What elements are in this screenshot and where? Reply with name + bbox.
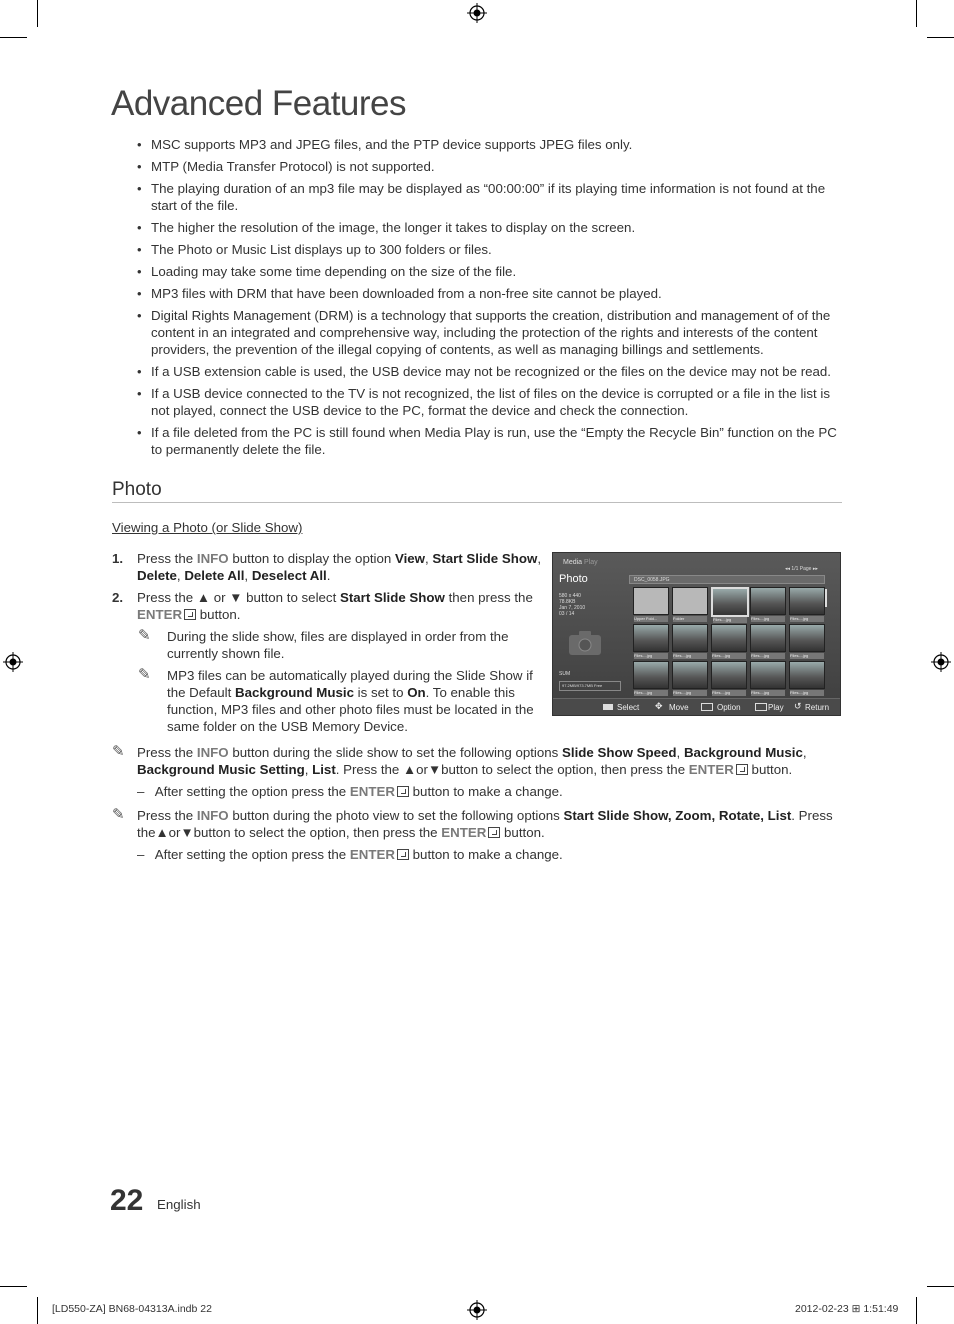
list-item: • MSC supports MP3 and JPEG files, and the PTP device supports JPEG files only. — [135, 136, 845, 153]
page-number: 22 — [110, 1184, 144, 1217]
list-item: • The Photo or Music List displays up to 300 folders or files. — [135, 241, 845, 258]
tv-screen-illustration — [552, 552, 841, 716]
bullet-list — [135, 136, 845, 463]
term-delete-all: Delete All — [184, 568, 245, 583]
list-item: • Digital Rights Management (DRM) is a technology that supports the creation, distribution and management of of the content in an integrated and comprehensive way, including the protection of the rights and interests of the content providers, the prevention of the illegal copying of contents, as well as managing billings and settlements. — [135, 307, 845, 358]
list-item: • Loading may take some time depending on the size of the file. — [135, 263, 845, 280]
text-run: button to make a change. — [408, 784, 563, 799]
text-run: . Press the ▲or▼button to select the option, then press the — [335, 762, 689, 777]
term-info: INFO — [196, 808, 229, 823]
text-run: button during the slide show to set the following options — [228, 745, 563, 760]
text-run: Press the — [137, 551, 197, 566]
text-run: MP3 files can be automatically played during the Slide Show if the Default — [167, 668, 533, 700]
enter-icon — [397, 786, 409, 797]
step-1-text: Press the INFO button to display the option View, Start Slide Show, Delete, Delete All, Deselect All. — [137, 551, 542, 583]
usb-device-name: SUM — [559, 671, 571, 677]
term-list: List — [312, 762, 336, 777]
tv-button-label: Option — [717, 703, 741, 712]
list-item: • MP3 files with DRM that have been downloaded from a non-free site cannot be played. — [135, 285, 845, 302]
media-play-logo: Media Play — [563, 559, 598, 566]
term-info: INFO — [196, 745, 229, 760]
dash-note: – After setting the option press the ENTER button to make a change. — [137, 784, 563, 799]
enter-icon — [488, 827, 500, 838]
photo-thumbnail: Files....jpg — [711, 624, 747, 652]
note-pencil-icon: ✎ — [112, 743, 125, 760]
term-background-music: Background Music — [683, 745, 803, 760]
text-run: then press the — [444, 590, 533, 605]
text-run: Press the ▲ or ▼ button to select — [137, 590, 340, 605]
list-item: • The higher the resolution of the image, the longer it takes to display on the screen. — [135, 219, 845, 236]
term-start-slide-show: Start Slide Show — [432, 551, 538, 566]
photo-thumbnail: Files....jpg — [633, 661, 669, 689]
photo-thumbnail: Files....jpg — [672, 661, 708, 689]
tv-left-panel — [559, 573, 625, 697]
folder-icon: Folder — [672, 587, 708, 615]
text-run: is set to — [353, 685, 408, 700]
term-enter: ENTER — [441, 825, 487, 840]
photo-thumbnail: Files....jpg — [789, 587, 825, 615]
enter-icon — [755, 703, 767, 711]
page-indicator: ◂◂ 1/1 Page ▸▸ — [785, 566, 818, 572]
crop-mark — [927, 1286, 954, 1287]
scrollbar-thumb — [825, 589, 827, 607]
enter-icon — [397, 849, 409, 860]
text-run: button during the photo view to set the following options — [228, 808, 564, 823]
text-run: . To enable this function, MP3 files and other photo files must be located in the same folder on the USB Memory Device. — [167, 685, 534, 734]
text-run: button. — [747, 762, 793, 777]
note-slide-show-options: Press the INFO button during the slide show to set the following options Slide Show Speed, Background Music, Background Music Setting, List. Press the ▲or▼button to select the option, then press the ENTER button. — [137, 745, 807, 777]
photo-thumbnail: Files....jpg — [789, 624, 825, 652]
term-enter: ENTER — [349, 847, 395, 862]
list-item: • If a file deleted from the PC is still found when Media Play is run, use the “Empty the Recycle Bin” function on the PC to permanently delete the file. — [135, 424, 845, 458]
registration-mark-icon — [931, 652, 951, 672]
camera-icon — [567, 629, 603, 657]
text-run: Press the — [137, 808, 197, 823]
crop-mark — [0, 37, 27, 38]
list-item: • The playing duration of an mp3 file may be displayed as “00:00:00” if its playing time information is not found at the start of the file. — [135, 180, 845, 214]
step-number: 1. — [112, 551, 124, 566]
tv-button-label: Select — [617, 703, 640, 712]
term-on: On — [407, 685, 426, 700]
photo-thumbnail: Files....jpg — [789, 661, 825, 689]
text-run: button to make a change. — [408, 847, 563, 862]
note-pencil-icon: ✎ — [138, 666, 151, 683]
folder-icon: Upper Fold... — [633, 587, 669, 615]
step-2-text — [137, 589, 542, 623]
crop-mark — [37, 1297, 38, 1324]
section-divider — [112, 502, 842, 503]
photo-thumbnail: Files....jpg — [633, 624, 669, 652]
term-photo-view-options: Start Slide Show, Zoom, Rotate, List — [563, 808, 792, 823]
text-run: Press the — [137, 745, 197, 760]
list-item: • If a USB extension cable is used, the USB device may not be recognized or the files on the device may not be read. — [135, 363, 845, 380]
enter-icon — [184, 609, 196, 620]
term-enter: ENTER — [137, 607, 183, 622]
step-note-2 — [167, 667, 539, 735]
text-run: After setting the option press the — [154, 784, 350, 799]
registration-mark-icon — [3, 652, 23, 672]
registration-mark-icon — [467, 1300, 487, 1320]
term-start-slide-show: Start Slide Show — [339, 590, 445, 605]
tv-control-bar — [553, 698, 840, 715]
text-run: button. — [196, 607, 241, 622]
note-photo-view-options — [137, 807, 842, 841]
text-run: After setting the option press the — [154, 847, 350, 862]
footer-file-info: [LD550-ZA] BN68-04313A.indb 22 — [52, 1303, 212, 1315]
list-item: • If a USB device connected to the TV is not recognized, the list of files on the device is corrupted or a file in the list is not played, connect the USB device to the PC, format the device and check the connection. — [135, 385, 845, 419]
photo-thumbnail: Files....jpg — [711, 587, 749, 617]
crop-mark — [37, 0, 38, 27]
tv-button-label: Play — [768, 703, 784, 712]
move-arrows-icon: ✥ — [655, 701, 663, 711]
crop-mark — [927, 37, 954, 38]
text-run: . Press the▲or▼button to select the option, then press the — [137, 808, 833, 840]
photo-thumbnail: Files....jpg — [750, 587, 786, 615]
tv-section-title: Photo — [559, 573, 588, 585]
term-enter: ENTER — [688, 762, 734, 777]
term-enter: ENTER — [349, 784, 395, 799]
term-info: INFO — [196, 551, 229, 566]
enter-icon — [736, 764, 748, 775]
term-deselect-all: Deselect All — [251, 568, 327, 583]
crop-mark — [916, 0, 917, 27]
text-run: button. — [500, 825, 545, 840]
return-icon: ↺ — [794, 701, 802, 711]
note-pencil-icon: ✎ — [138, 627, 151, 644]
tv-button-label: Return — [805, 703, 830, 712]
text-run: button to display the option — [228, 551, 395, 566]
footer-timestamp: 2012-02-23 ⊞ 1:51:49 — [795, 1303, 899, 1315]
term-background-music: Background Music — [235, 685, 354, 700]
storage-indicator: 97.2MB/973.7MB Free — [559, 681, 621, 691]
term-background-music-setting: Background Music Setting — [137, 762, 305, 777]
tv-file-path: DSC_0058.JPG — [629, 575, 825, 584]
crop-mark — [916, 1297, 917, 1324]
tv-button-label: Move — [669, 703, 689, 712]
subsection-heading: Viewing a Photo (or Slide Show) — [112, 520, 303, 535]
page-language: English — [157, 1197, 201, 1212]
photo-thumbnail: Files....jpg — [672, 624, 708, 652]
section-heading: Photo — [112, 479, 162, 500]
list-item: • MTP (Media Transfer Protocol) is not supported. — [135, 158, 845, 175]
term-slide-show-speed: Slide Show Speed — [562, 745, 677, 760]
term-view: View — [394, 551, 426, 566]
photo-thumbnail: Files....jpg — [750, 661, 786, 689]
note-pencil-icon: ✎ — [112, 806, 125, 823]
tv-file-info: 580 x 440 78.8KB Jan 7, 2010 03 / 14 — [559, 593, 586, 617]
option-button-icon — [701, 703, 713, 711]
crop-mark — [0, 1286, 27, 1287]
thumbnail-grid — [633, 587, 825, 693]
page-title: Advanced Features — [111, 84, 407, 123]
photo-thumbnail: Files....jpg — [750, 624, 786, 652]
step-note-1: During the slide show, files are displayed in order from the currently shown file. — [167, 629, 509, 661]
photo-thumbnail: Files....jpg — [711, 661, 747, 689]
registration-mark-icon — [467, 3, 487, 23]
dash-note: – After setting the option press the ENTER button to make a change. — [137, 847, 563, 862]
select-button-icon — [603, 704, 613, 710]
term-delete: Delete — [137, 568, 177, 583]
step-number: 2. — [112, 590, 124, 605]
